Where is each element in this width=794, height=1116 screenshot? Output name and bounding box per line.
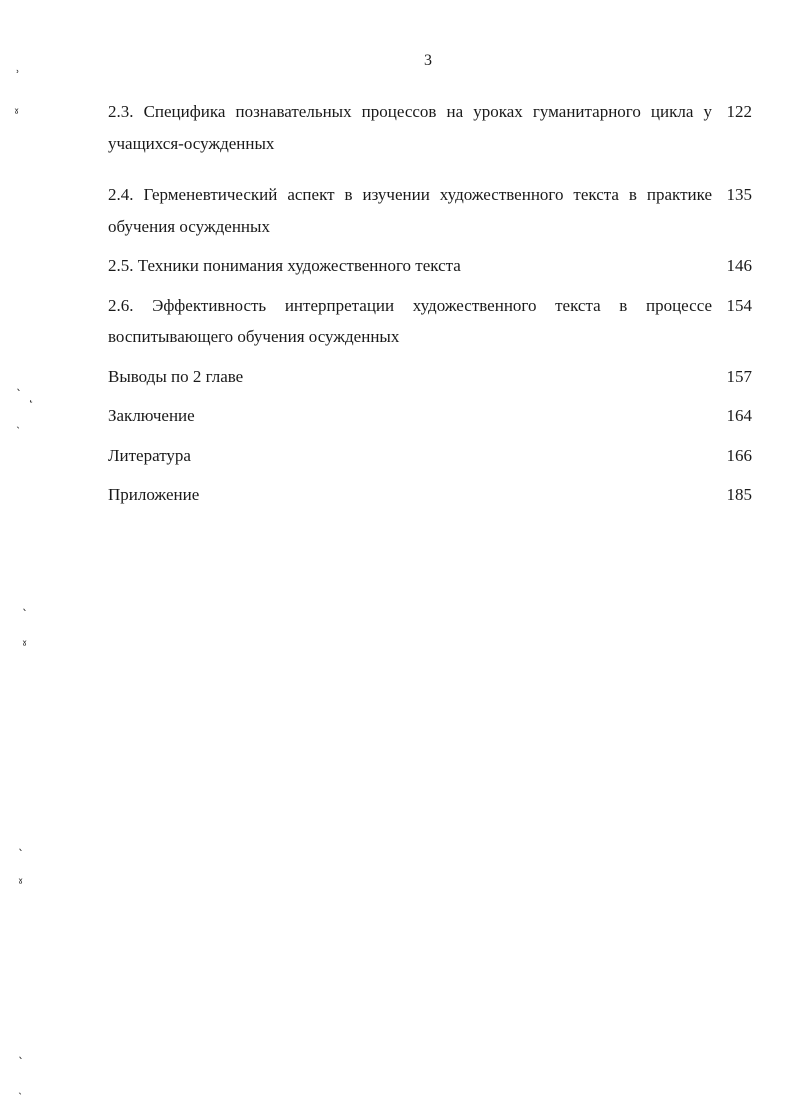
toc-entry-title: 2.6. Эффективность интерпретации художественного текста в процессе воспитывающего обучения осужденных — [108, 295, 712, 346]
toc-entry — [108, 440, 752, 472]
scan-artifact-mark: ˛ — [28, 389, 34, 403]
toc-entry-title: 2.3. Специфика познавательных процессов на уроках гуманитарного цикла у учащихся-осужденных — [108, 102, 712, 153]
scan-artifact-mark: ˒ — [16, 65, 20, 79]
scan-artifact-mark: ˎ — [16, 377, 22, 391]
scan-artifact-mark: ˠ — [22, 637, 28, 651]
toc-entry-page: 146 — [726, 256, 752, 275]
toc-entry-page: 154 — [726, 295, 752, 315]
toc-entry-page: 135 — [726, 185, 752, 204]
table-of-contents — [108, 96, 752, 511]
toc-entry — [108, 479, 752, 511]
scan-artifact-mark: ˎ — [18, 1045, 24, 1059]
toc-entry-title: 2.5. Техники понимания художественного текста — [108, 256, 461, 275]
scan-artifact-mark: ˴ — [18, 1085, 22, 1099]
toc-entry-page: 166 — [726, 445, 752, 465]
page-number: 3 — [424, 52, 432, 69]
scan-artifact-mark: ˎ — [18, 837, 24, 851]
toc-entry — [108, 179, 752, 242]
toc-entry-title: 2.4. Герменевтический аспект в изучении художественного текста в практике обучения осужденных — [108, 185, 712, 236]
toc-entry-page: 122 — [726, 102, 752, 121]
scan-artifact-mark: ˠ — [18, 875, 24, 889]
scan-artifact-mark: ˴ — [16, 419, 20, 433]
scan-artifact-mark: ˎ — [22, 597, 28, 611]
scan-artifact-mark: ˠ — [14, 105, 20, 119]
toc-entry-page: 164 — [726, 406, 752, 425]
toc-entry — [108, 250, 752, 282]
toc-entry — [108, 400, 752, 432]
toc-entry — [108, 96, 752, 159]
toc-entry-title: Приложение — [108, 485, 200, 504]
toc-entry — [108, 361, 752, 393]
toc-entry-page: 185 — [726, 485, 752, 504]
toc-entry — [108, 290, 752, 353]
toc-entry-page: 157 — [726, 366, 752, 386]
toc-entry-title: Литература — [108, 445, 191, 465]
toc-entry-title: Выводы по 2 главе — [108, 366, 244, 386]
toc-entry-title: Заключение — [108, 406, 195, 425]
